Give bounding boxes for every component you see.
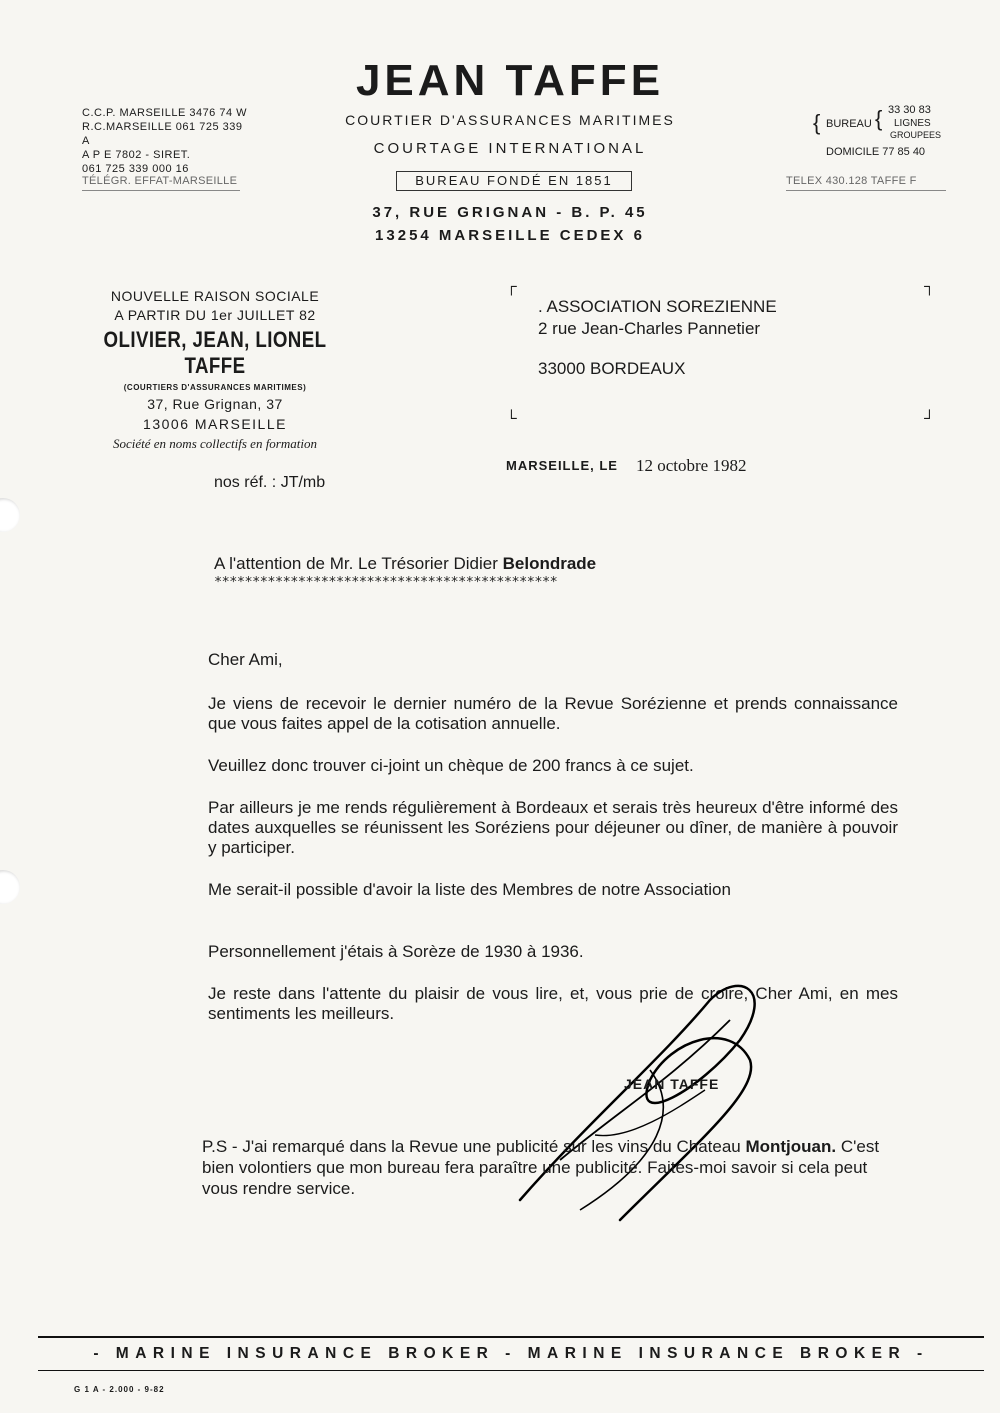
corner-mark: └ [506, 410, 517, 427]
company-address: 37, RUE GRIGNAN - B. P. 45 [372, 204, 648, 221]
new-company-note: Société en noms collectifs en formation [113, 436, 317, 451]
phone-home: DOMICILE 77 85 40 [826, 146, 926, 158]
paragraph: Me serait-il possible d'avoir la liste des Membres de notre Association [208, 880, 731, 899]
paragraph: Par ailleurs je me rends régulièrement à Bordeaux et serais très heureux d'être informé des dates auxquelles se réunissent les Soréziens pour déjeuner ou dîner, de manière à pouvoir y participer. [208, 798, 898, 857]
attention-line [214, 554, 596, 574]
recipient-name: . ASSOCIATION SOREZIENNE [538, 297, 777, 316]
punch-hole [0, 498, 20, 532]
phone-grouped-label: GROUPEES [890, 130, 942, 140]
telex-number: TELEX 430.128 TAFFE F [786, 175, 917, 187]
postscript-text: P.S - J'ai remarqué dans la Revue une publicité sur les vins du Chateau [202, 1137, 746, 1156]
recipient-street: 2 rue Jean-Charles Pannetier [538, 319, 761, 338]
postscript [202, 1136, 902, 1199]
phone-lines-label: LIGNES [894, 118, 931, 129]
new-company-block [70, 288, 360, 452]
brace-icon: { [875, 106, 883, 131]
paragraph: Veuillez donc trouver ci-joint un chèque de 200 francs à ce sujet. [208, 756, 694, 775]
footer-slogan: - MARINE INSURANCE BROKER - MARINE INSURANCE BROKER - [93, 1345, 929, 1362]
new-company-address: 37, Rue Grignan, 37 [147, 396, 283, 412]
divider [786, 190, 946, 191]
brace-icon: { [813, 110, 821, 135]
postscript-text: C'est bien volontiers que mon bureau fera paraître une publicité. Faites-moi savoir si cela peut vous rendre service. [202, 1137, 880, 1198]
company-tagline: COURTIER D'ASSURANCES MARITIMES [345, 112, 675, 128]
founded-badge: BUREAU FONDÉ EN 1851 [396, 171, 632, 191]
attention-prefix: A l'attention de Mr. Le Trésorier Didier [214, 554, 503, 573]
footer-divider [38, 1370, 984, 1371]
company-city: 13254 MARSEILLE CEDEX 6 [375, 227, 645, 244]
company-tagline-secondary: COURTAGE INTERNATIONAL [373, 140, 647, 157]
underline-stars: ********************************************* [214, 574, 558, 590]
paragraph: Je viens de recevoir le dernier numéro de la Revue Sorézienne et prends connaissance que vous faites appel de la cotisation annuelle. [208, 694, 898, 733]
registration-line: 061 725 339 000 16 [82, 163, 189, 175]
registration-line: C.C.P. MARSEILLE 3476 74 W [82, 107, 248, 119]
divider [82, 190, 240, 191]
phone-number: 33 30 83 [888, 104, 931, 116]
new-company-date: A PARTIR DU 1er JUILLET 82 [114, 307, 316, 323]
footer-divider [38, 1336, 984, 1338]
registration-line: A P E 7802 - SIRET. [82, 149, 191, 161]
new-company-subtitle: (COURTIERS D'ASSURANCES MARITIMES) [123, 383, 307, 392]
corner-mark: ┌ [506, 278, 517, 295]
corner-mark: ┐ [924, 278, 935, 295]
print-code: G 1 A - 2.000 - 9-82 [74, 1385, 165, 1394]
signatory-name: JEAN TAFFE [624, 1076, 720, 1092]
phone-label-bureau: BUREAU [826, 118, 872, 130]
corner-mark: ┘ [924, 410, 935, 427]
punch-hole [0, 870, 20, 904]
postscript-emphasis: Montjouan. [745, 1137, 837, 1156]
paragraph: Personnellement j'étais à Sorèze de 1930 à 1936. [208, 942, 584, 961]
recipient-city: 33000 BORDEAUX [538, 359, 686, 378]
letter-date: 12 octobre 1982 [636, 456, 747, 475]
registration-line: R.C.MARSEILLE 061 725 339 A [82, 121, 243, 147]
greeting: Cher Ami, [208, 650, 283, 669]
company-name: JEAN TAFFE [355, 56, 665, 105]
new-company-heading: NOUVELLE RAISON SOCIALE [110, 288, 320, 304]
reference: nos réf. : JT/mb [214, 474, 326, 491]
attention-name: Belondrade [502, 554, 597, 573]
registration-info [82, 106, 252, 176]
recipient-address [538, 296, 777, 380]
new-company-city: 13006 MARSEILLE [143, 416, 287, 432]
date-prefix: MARSEILLE, LE [506, 458, 618, 473]
telegram-address: TÉLÉGR. EFFAT-MARSEILLE [82, 175, 238, 187]
new-company-name: OLIVIER, JEAN, LIONEL TAFFE [103, 327, 327, 378]
paragraph: Je reste dans l'attente du plaisir de vous lire, et, vous prie de croire, Cher Ami, en mes sentiments les meilleurs. [208, 984, 898, 1023]
